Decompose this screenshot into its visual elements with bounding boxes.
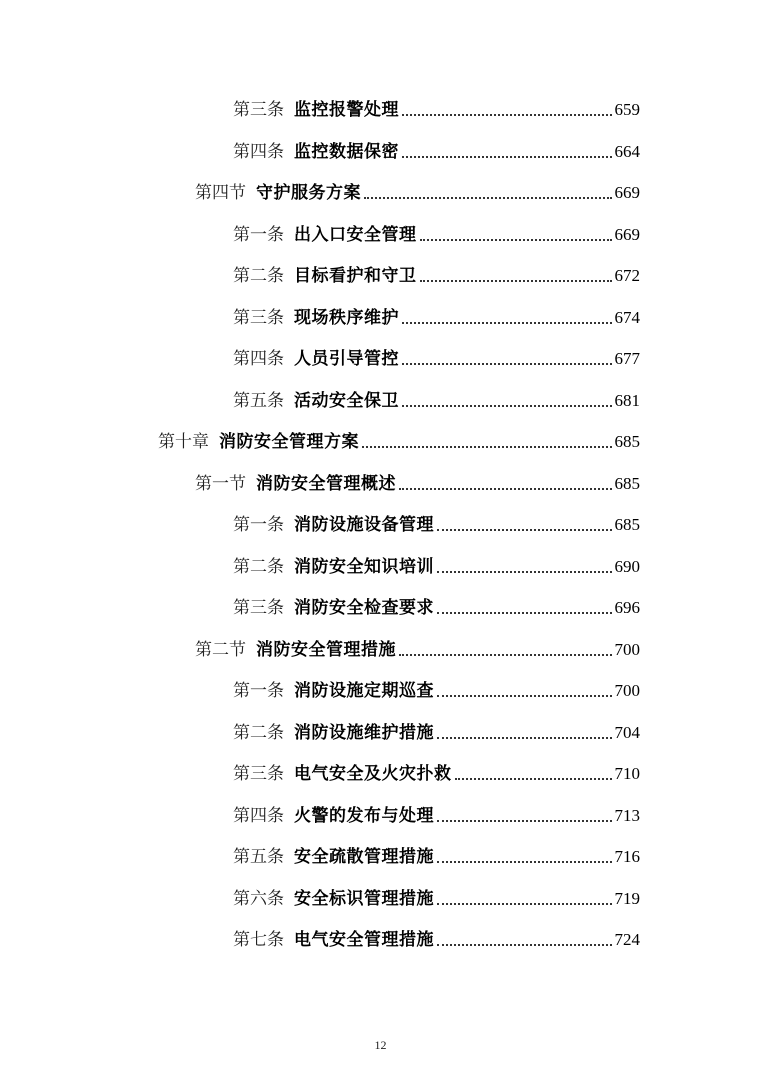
toc-entry[interactable] bbox=[233, 713, 640, 743]
toc-entry-page: 716 bbox=[614, 847, 640, 866]
toc-entry[interactable] bbox=[233, 381, 640, 411]
toc-entry-page: 685 bbox=[614, 515, 640, 534]
toc-dot-leader bbox=[437, 570, 612, 573]
toc-dot-leader bbox=[402, 321, 612, 324]
toc-entry-page: 677 bbox=[614, 349, 640, 368]
toc-entry-page: 681 bbox=[614, 390, 640, 410]
toc-entry-number: 第三条 bbox=[233, 764, 284, 784]
toc-entry-number: 第三条 bbox=[233, 307, 284, 328]
toc-dot-leader bbox=[437, 860, 612, 863]
toc-dot-leader bbox=[364, 196, 612, 199]
toc-entry-page: 664 bbox=[614, 141, 640, 161]
toc-dot-leader bbox=[437, 736, 612, 739]
toc-entry-title: 消防安全管理方案 bbox=[219, 432, 359, 452]
toc-entry-title: 活动安全保卫 bbox=[294, 390, 399, 411]
toc-entry-title: 目标看护和守卫 bbox=[294, 266, 417, 286]
toc-entry-number: 第一条 bbox=[233, 224, 284, 245]
toc-dot-leader bbox=[402, 362, 612, 365]
toc-entry[interactable] bbox=[233, 215, 640, 245]
toc-entry[interactable] bbox=[233, 671, 640, 701]
toc-entry-title: 消防安全管理措施 bbox=[256, 639, 396, 660]
toc-entry-title: 出入口安全管理 bbox=[294, 224, 417, 245]
toc-entry-number: 第五条 bbox=[233, 847, 284, 867]
toc-entry-title: 监控数据保密 bbox=[294, 141, 399, 162]
toc-entry-page: 724 bbox=[614, 930, 640, 949]
toc-entry-number: 第一条 bbox=[233, 515, 284, 535]
toc-entry[interactable] bbox=[195, 630, 640, 660]
toc-entry[interactable] bbox=[233, 588, 640, 618]
toc-entry-number: 第四条 bbox=[233, 141, 284, 162]
toc-dot-leader bbox=[362, 445, 612, 448]
toc-entry-number: 第四条 bbox=[233, 805, 284, 826]
toc-entry-page: 700 bbox=[614, 681, 640, 700]
toc-entry-title: 消防安全管理概述 bbox=[256, 473, 396, 494]
toc-entry-page: 700 bbox=[614, 639, 640, 659]
toc-entry[interactable] bbox=[233, 505, 640, 535]
toc-entry-title: 守护服务方案 bbox=[256, 183, 361, 203]
toc-dot-leader bbox=[437, 528, 612, 531]
toc-entry-number: 第六条 bbox=[233, 888, 284, 909]
toc-dot-leader bbox=[399, 653, 612, 656]
toc-entry-title: 人员引导管控 bbox=[294, 349, 399, 369]
toc-entry-page: 669 bbox=[614, 224, 640, 244]
toc-dot-leader bbox=[437, 943, 612, 946]
toc-entry[interactable] bbox=[233, 547, 640, 577]
toc-entry-page: 710 bbox=[614, 764, 640, 783]
toc-dot-leader bbox=[437, 611, 612, 614]
toc-entry-title: 电气安全管理措施 bbox=[294, 930, 434, 950]
toc-entry-page: 674 bbox=[614, 307, 640, 327]
toc-entry-number: 第三条 bbox=[233, 100, 284, 120]
toc-entry[interactable] bbox=[233, 796, 640, 826]
toc-entry-page: 704 bbox=[614, 722, 640, 742]
toc-entry-title: 消防设施设备管理 bbox=[294, 515, 434, 535]
toc-entry-title: 监控报警处理 bbox=[294, 100, 399, 120]
toc-dot-leader bbox=[420, 238, 612, 241]
toc-dot-leader bbox=[402, 155, 612, 158]
toc-entry-number: 第四节 bbox=[195, 183, 246, 203]
toc-entry[interactable] bbox=[233, 837, 640, 867]
toc-entry-number: 第二条 bbox=[233, 266, 284, 286]
toc-dot-leader bbox=[399, 487, 612, 490]
toc-entry-page: 690 bbox=[614, 556, 640, 576]
toc-entry-number: 第二节 bbox=[195, 639, 246, 660]
toc-entry-page: 713 bbox=[614, 805, 640, 825]
toc-entry-number: 第三条 bbox=[233, 598, 284, 618]
page-number: 12 bbox=[374, 1038, 387, 1052]
toc-entry[interactable] bbox=[158, 422, 640, 452]
toc-entry-title: 消防安全检查要求 bbox=[294, 598, 434, 618]
toc-entry-page: 672 bbox=[614, 266, 640, 285]
toc-entry-number: 第一节 bbox=[195, 473, 246, 494]
toc-entry[interactable] bbox=[233, 132, 640, 162]
toc-entry-title: 现场秩序维护 bbox=[294, 307, 399, 328]
toc-entry-number: 第七条 bbox=[233, 930, 284, 950]
toc-entry-number: 第十章 bbox=[158, 432, 209, 452]
toc-entry-title: 消防设施定期巡查 bbox=[294, 681, 434, 701]
toc-entry-page: 719 bbox=[614, 888, 640, 908]
toc-entry-page: 685 bbox=[614, 432, 640, 451]
toc-entry-page: 669 bbox=[614, 183, 640, 202]
toc-entry[interactable] bbox=[195, 464, 640, 494]
toc-entry-title: 安全疏散管理措施 bbox=[294, 847, 434, 867]
toc-entry-page: 659 bbox=[614, 100, 640, 119]
toc-entry[interactable] bbox=[233, 920, 640, 950]
toc-entry-number: 第二条 bbox=[233, 722, 284, 743]
toc-entry[interactable] bbox=[233, 298, 640, 328]
toc-entry-number: 第五条 bbox=[233, 390, 284, 411]
toc-dot-leader bbox=[437, 902, 612, 905]
toc-entry-title: 消防安全知识培训 bbox=[294, 556, 434, 577]
toc-dot-leader bbox=[402, 113, 612, 116]
toc-dot-leader bbox=[402, 404, 612, 407]
toc-entry[interactable] bbox=[233, 256, 640, 286]
toc-entry[interactable] bbox=[195, 173, 640, 203]
toc-entry[interactable] bbox=[233, 754, 640, 784]
toc-entry-number: 第一条 bbox=[233, 681, 284, 701]
toc-entry[interactable] bbox=[233, 339, 640, 369]
toc-entry[interactable] bbox=[233, 90, 640, 120]
toc-entry-title: 消防设施维护措施 bbox=[294, 722, 434, 743]
toc-dot-leader bbox=[437, 819, 612, 822]
toc-entry-page: 685 bbox=[614, 473, 640, 493]
toc-entry-title: 电气安全及火灾扑救 bbox=[294, 764, 452, 784]
toc-entry[interactable] bbox=[233, 879, 640, 909]
toc-dot-leader bbox=[420, 279, 612, 282]
toc-entry-title: 火警的发布与处理 bbox=[294, 805, 434, 826]
toc-entry-title: 安全标识管理措施 bbox=[294, 888, 434, 909]
toc-entry-number: 第四条 bbox=[233, 349, 284, 369]
toc-dot-leader bbox=[437, 694, 612, 697]
toc-entry-number: 第二条 bbox=[233, 556, 284, 577]
toc-entry-page: 696 bbox=[614, 598, 640, 617]
toc-dot-leader bbox=[455, 777, 612, 780]
